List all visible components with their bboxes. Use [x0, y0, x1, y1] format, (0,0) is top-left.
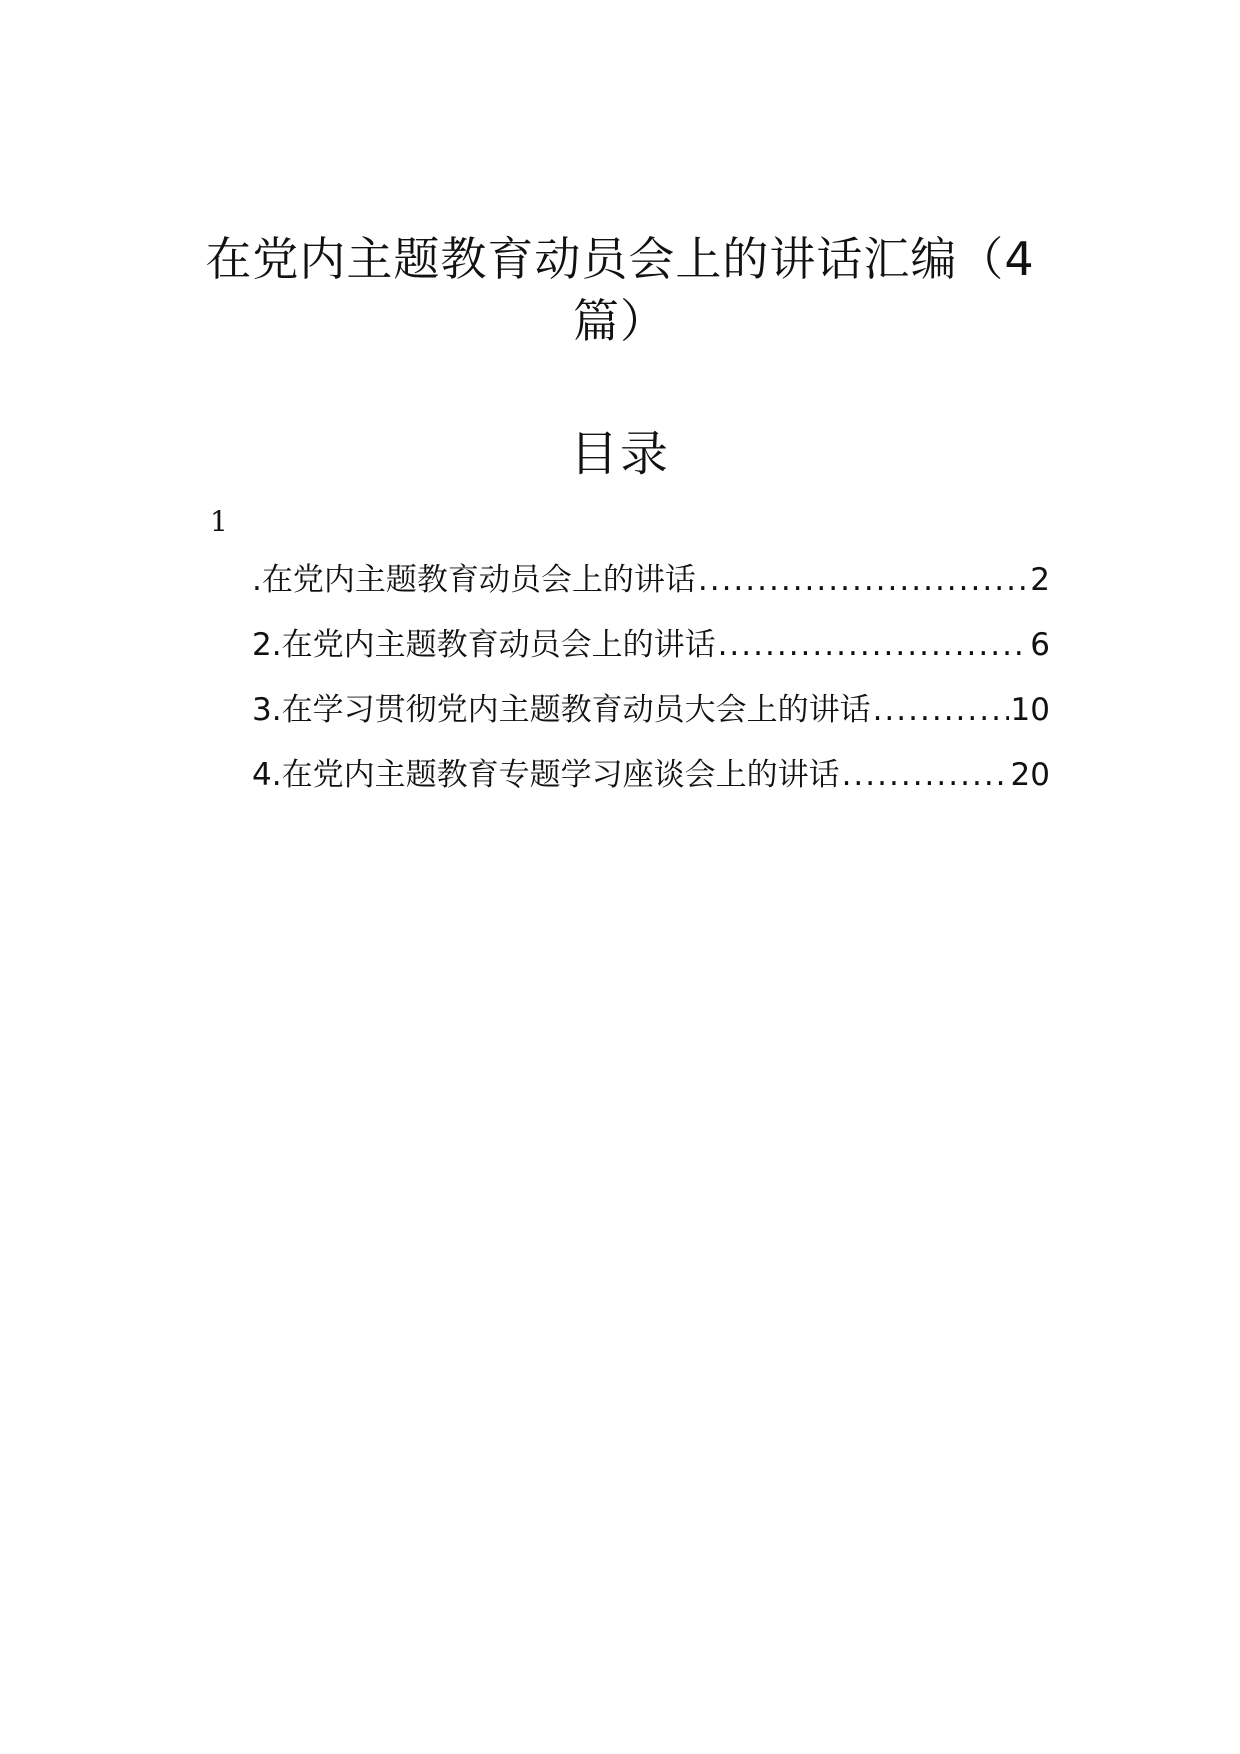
toc-entry-page: 2: [1030, 562, 1050, 598]
toc-dot-leader: [842, 753, 1009, 797]
toc-entry-title: .在党内主题教育动员会上的讲话: [252, 562, 696, 598]
toc-entry-title: 2.在党内主题教育动员会上的讲话: [252, 627, 716, 663]
toc-entry[interactable]: [252, 688, 1050, 753]
document-title: [200, 228, 1040, 352]
toc-dot-leader: [873, 688, 1009, 732]
toc-number-marker: 1: [210, 505, 228, 538]
toc-entry-title: 3.在学习贯彻党内主题教育动员大会上的讲话: [252, 692, 871, 728]
toc-entry[interactable]: [252, 623, 1050, 688]
toc-entry[interactable]: [252, 753, 1050, 818]
toc-dot-leader: [718, 623, 1029, 667]
toc-entry-page: 20: [1010, 757, 1050, 793]
toc-entry-page: 10: [1010, 692, 1050, 728]
toc-entry[interactable]: [252, 558, 1050, 623]
toc-heading: 目录: [569, 426, 670, 482]
toc-dot-leader: [698, 558, 1028, 602]
toc-entry-page: 6: [1030, 627, 1050, 663]
table-of-contents: [252, 558, 1050, 818]
document-title-line-1: 在党内主题教育动员会上的讲话汇编（4: [205, 232, 1035, 286]
document-title-line-2: 篇）: [573, 294, 667, 348]
toc-entry-title: 4.在党内主题教育专题学习座谈会上的讲话: [252, 757, 840, 793]
